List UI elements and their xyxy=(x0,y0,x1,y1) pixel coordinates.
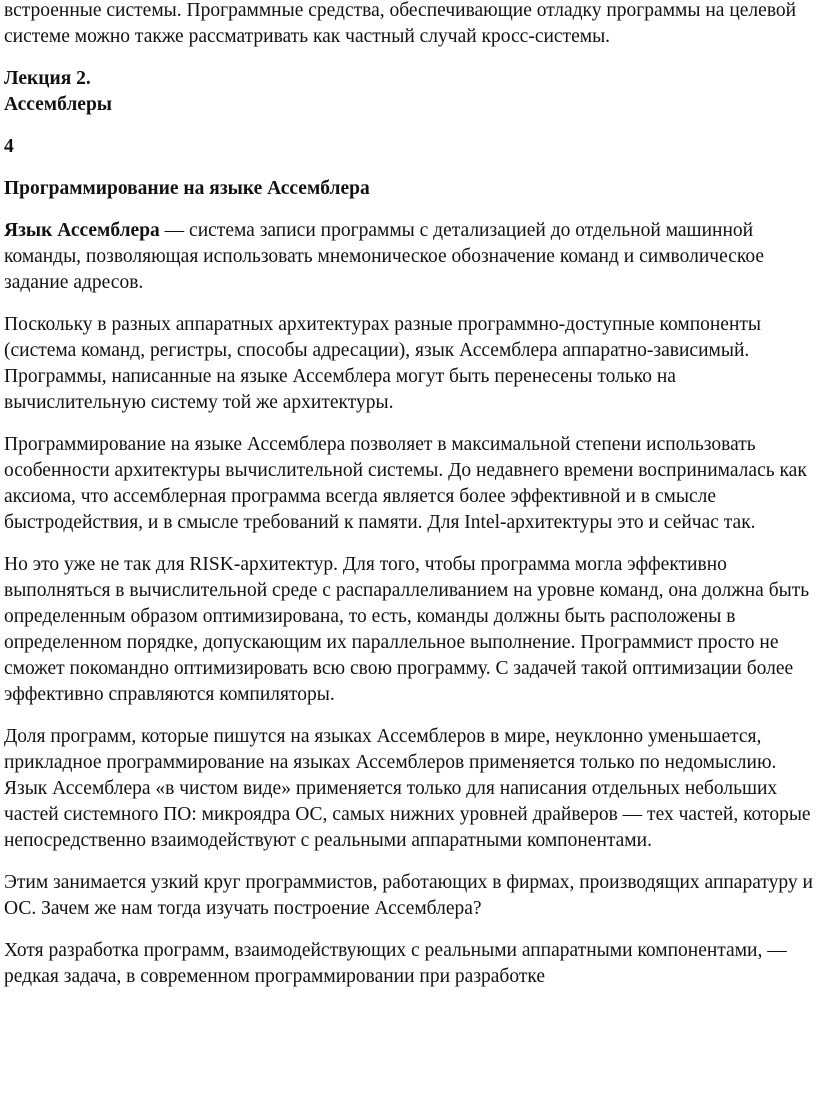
page-number: 4 xyxy=(4,136,14,157)
lecture-number: Лекция 2. xyxy=(4,68,91,89)
definition-term: Язык Ассемблера xyxy=(4,220,160,241)
narrow-circle-paragraph: Этим занимается узкий круг программистов, работающих в фирмах, производящих аппаратуру и ОС. Зачем же нам тогда изучать построение Ассемблера? xyxy=(4,872,813,919)
definition-text: — система записи программы с детализацией до отдельной машинной команды, позволяющая использовать мнемоническое обозначение команд и символическое задание адресов. xyxy=(4,220,764,293)
last-paragraph: Хотя разработка программ, взаимодействующих с реальными аппаратными компонентами, — редкая задача, в современном программировании при разработке xyxy=(4,940,787,987)
efficiency-paragraph: Программирование на языке Ассемблера позволяет в максимальной степени использовать особенности архитектуры вычислительной системы. До недавнего времени воспринималась как аксиома, что ассемблерная программа всегда является более эффективной и в смысле быстродействия, и в смысле требований к памяти. Для Intel-архитектуры это и сейчас так. xyxy=(4,434,807,533)
lecture-heading xyxy=(4,66,816,118)
definition-paragraph xyxy=(4,218,816,296)
share-paragraph: Доля программ, которые пишутся на языках Ассемблеров в мире, неуклонно уменьшается, прикладное программирование на языках Ассемблеров применяется только по недомыслию. Язык Ассемблера «в чистом виде» применяется только для написания отдельных небольших частей системного ПО: микроядра ОС, самых нижних уровней драйверов — тех частей, которые непосредственно взаимодействуют с реальными аппаратными компонентами. xyxy=(4,726,811,851)
risk-paragraph: Но это уже не так для RISK-архитектур. Для того, чтобы программа могла эффективно выполняться в вычислительной среде с распараллеливанием на уровне команд, она должна быть определенным образом оптимизирована, то есть, команды должны быть расположены в определенном порядке, допускающим их параллельное выполнение. Программист просто не сможет покомандно оптимизировать всю свою программу. С задачей такой оптимизации более эффективно справляются компиляторы. xyxy=(4,554,810,705)
intro-paragraph: встроенные системы. Программные средства, обеспечивающие отладку программы на целевой системе можно также рассматривать как частный случай кросс-системы. xyxy=(4,0,797,47)
document-page xyxy=(4,0,816,1006)
section-title: Программирование на языке Ассемблера xyxy=(4,178,370,199)
hardware-paragraph: Поскольку в разных аппаратных архитектурах разные программно-доступные компоненты (система команд, регистры, способы адресации), язык Ассемблера аппаратно-зависимый. Программы, написанные на языке Ассемблера могут быть перенесены только на вычислительную систему той же архитектуры. xyxy=(4,314,762,413)
lecture-title: Ассемблеры xyxy=(4,94,113,115)
